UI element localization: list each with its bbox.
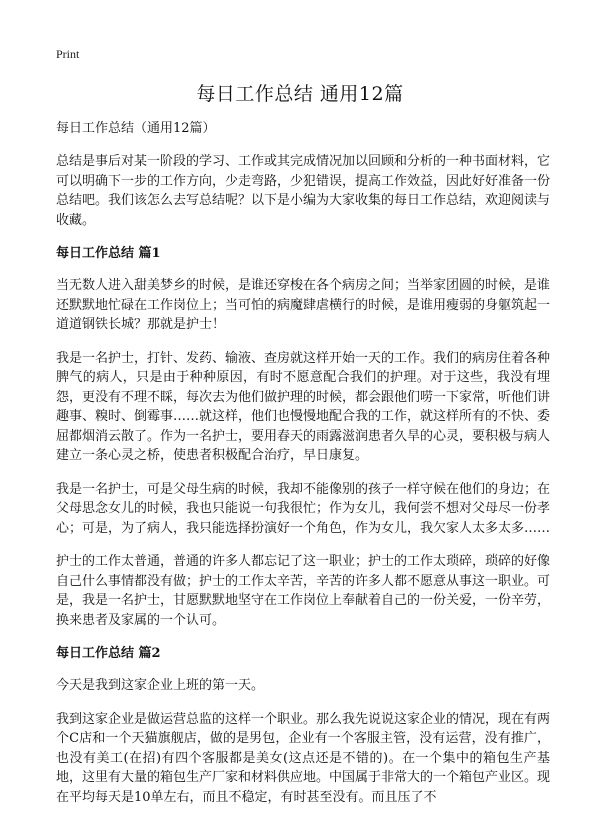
print-label: Print — [56, 47, 80, 61]
section-1-paragraph-3: 我是一名护士，可是父母生病的时候，我却不能像别的孩子一样守候在他们的身边；在父母思念女儿的时候，我也只能说一句我很忙；作为女儿，我何尝不想对父母尽一份孝心；可是，为了病人，我只能选择扮演好一个角色，作为女儿，我欠家人太多太多…… — [56, 481, 551, 536]
section-1-paragraph-2: 我是一名护士，打针、发药、输液、查房就这样开始一天的工作。我们的病房住着各种脾气的病人，只是由于种种原因，有时不愿意配合我们的护理。对于这些，我没有埋怨，更没有不理不睬，每次去为他们做护理的时候，都会跟他们唠一下家常，听他们讲趣事、糗时、倒霉事……就这样，他们也慢慢地配合我的工作，就这样所有的不快、委屈都烟消云散了。作为一名护士，要用春天的雨露滋润患者久旱的心灵，要积极与病人建立一条心灵之桥，使患者积极配合治疗，早日康复。 — [56, 350, 551, 463]
document-subtitle: 每日工作总结（通用12篇） — [56, 121, 216, 136]
intro-paragraph: 总结是事后对某一阶段的学习、工作或其完成情况加以回顾和分析的一种书面材料，它可以明确下一步的工作方向，少走弯路，少犯错误，提高工作效益，因此好好准备一份总结吧。我们该怎么去写总结呢？以下是小编为大家收集的每日工作总结，欢迎阅读与收藏。 — [56, 154, 551, 228]
section-heading-1: 每日工作总结 篇1 — [56, 246, 161, 261]
section-2-paragraph-1: 今天是我到这家企业上班的第一天。 — [56, 678, 265, 693]
section-1-paragraph-1: 当无数人进入甜美梦乡的时候，是谁还穿梭在各个病房之间；当举家团圆的时候，是谁还默默地忙碌在工作岗位上；当可怕的病魔肆虐横行的时候，是谁用瘦弱的身躯筑起一道道钢铁长城？那就是护士！ — [56, 278, 551, 332]
section-heading-2: 每日工作总结 篇2 — [56, 646, 161, 661]
section-2-paragraph-2: 我到这家企业是做运营总监的这样一个职业。那么我先说说这家企业的情况，现在有两个C店和一个天猫旗舰店，做的是男包，企业有一个客服主管，没有运营，没有推广，也没有美工(在招)有四个客服都是美女(这点还是不错的)。在一个集中的箱包生产基地，这里有大量的箱包生产厂家和材料供应地。中国属于非常大的一个箱包产业区。现在平均每天是10单左右，而且不稳定，有时甚至没有。而且压了不 — [56, 711, 551, 805]
document-body — [56, 119, 550, 821]
section-1-paragraph-4: 护士的工作太普通，普通的许多人都忘记了这一职业；护士的工作太琐碎，琐碎的好像自己什么事情都没有做；护士的工作太辛苦，辛苦的许多人都不愿意从事这一职业。可是，我是一名护士，甘愿默默地坚守在工作岗位上奉献着自己的一份关爱，一份辛劳，换来患者及家属的一个认可。 — [56, 554, 551, 628]
document-title: 每日工作总结 通用12篇 — [196, 83, 404, 105]
